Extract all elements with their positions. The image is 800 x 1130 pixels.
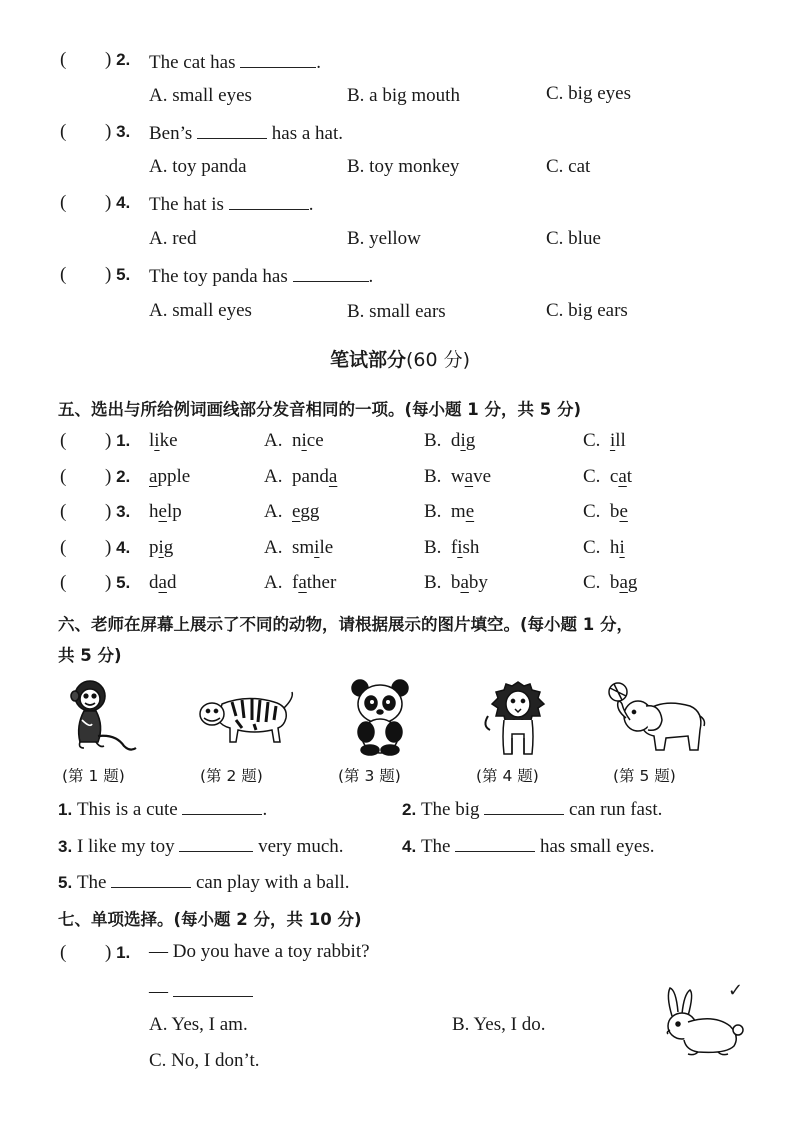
question-number: ) 3. xyxy=(105,501,131,522)
answer-paren-close: ) xyxy=(105,49,112,70)
answer-blank[interactable] xyxy=(484,796,564,815)
example-word: apple xyxy=(149,466,191,487)
lion-picture xyxy=(482,680,554,758)
answer-blank[interactable] xyxy=(111,869,191,888)
option-c[interactable]: C. cat xyxy=(583,466,633,487)
caption-1: (第 1 题) xyxy=(62,767,125,785)
answer-blank[interactable] xyxy=(293,263,369,282)
section6-heading-cont: 共 5 分) xyxy=(58,646,122,665)
question-number: 2. xyxy=(116,50,131,69)
question-text: — Do you have a toy rabbit? xyxy=(149,941,370,962)
example-word: help xyxy=(149,501,182,522)
option-a[interactable]: A. red xyxy=(149,228,197,249)
option-a[interactable]: A. nice xyxy=(264,430,324,451)
question-stem: Ben’s has a hat. xyxy=(149,120,343,145)
answer-blank[interactable] xyxy=(455,833,535,852)
caption-3: (第 3 题) xyxy=(338,767,401,785)
option-b[interactable]: B. toy monkey xyxy=(347,156,460,177)
fill-item-5: 5. The can play with a ball. xyxy=(58,869,350,894)
caption-5: (第 5 题) xyxy=(613,767,676,785)
option-b[interactable]: B. wave xyxy=(424,466,492,487)
elephant-picture xyxy=(604,680,708,756)
question-stem: The cat has . xyxy=(149,49,321,74)
option-c[interactable]: C. cat xyxy=(546,156,591,177)
panda-picture xyxy=(348,678,414,756)
fill-item-3: 3. I like my toy very much. xyxy=(58,833,344,858)
option-c[interactable]: C. hi xyxy=(583,537,625,558)
option-a[interactable]: A. toy panda xyxy=(149,156,247,177)
option-a[interactable]: A. smile xyxy=(264,537,334,558)
answer-paren-open: ( xyxy=(60,121,67,142)
option-c[interactable]: C. No, I don’t. xyxy=(149,1050,260,1071)
monkey-picture xyxy=(68,676,140,756)
answer-paren-open: ( xyxy=(60,501,67,522)
section7-heading: 七、单项选择。(每小题 2 分，共 10 分) xyxy=(58,910,362,929)
answer-paren-open: ( xyxy=(60,942,67,963)
answer-blank[interactable] xyxy=(197,120,267,139)
option-c[interactable]: C. big ears xyxy=(546,300,628,321)
section5-heading: 五、选出与所给例词画线部分发音相同的一项。(每小题 1 分，共 5 分) xyxy=(58,400,582,419)
option-c[interactable]: C. ill xyxy=(583,430,626,451)
option-a[interactable]: A. panda xyxy=(264,466,338,487)
question-number: 1. xyxy=(116,943,131,962)
question-stem: The toy panda has . xyxy=(149,263,373,288)
answer-paren-open: ( xyxy=(60,49,67,70)
option-a[interactable]: A. father xyxy=(264,572,337,593)
answer-paren-close: ) xyxy=(105,264,112,285)
answer-paren-open: ( xyxy=(60,466,67,487)
answer-blank[interactable] xyxy=(240,49,316,68)
question-number: ) 1. xyxy=(105,430,131,451)
option-b[interactable]: B. small ears xyxy=(347,301,446,322)
option-b[interactable]: B. fish xyxy=(424,537,480,558)
answer-paren-open: ( xyxy=(60,537,67,558)
tiger-picture xyxy=(196,688,296,746)
rabbit-picture xyxy=(658,986,744,1058)
option-c[interactable]: C. blue xyxy=(546,228,601,249)
section6-heading: 六、老师在屏幕上展示了不同的动物，请根据展示的图片填空。(每小题 1 分， xyxy=(58,615,634,634)
answer-paren-close: ) xyxy=(105,121,112,142)
question-number: 3. xyxy=(116,122,131,141)
written-part-title: 笔试部分(60 分) xyxy=(329,349,471,371)
answer-blank[interactable] xyxy=(173,978,253,997)
example-word: pig xyxy=(149,537,174,558)
answer-line: — xyxy=(149,978,253,1003)
answer-paren-open: ( xyxy=(60,192,67,213)
option-c[interactable]: C. big eyes xyxy=(546,83,631,104)
question-number: ) 2. xyxy=(105,466,131,487)
question-number: 4. xyxy=(116,193,131,212)
question-stem: The hat is . xyxy=(149,191,313,216)
example-word: like xyxy=(149,430,178,451)
answer-blank[interactable] xyxy=(182,796,262,815)
question-number: ) 4. xyxy=(105,537,131,558)
option-b[interactable]: B. Yes, I do. xyxy=(452,1014,546,1035)
option-c[interactable]: C. bag xyxy=(583,572,638,593)
answer-blank[interactable] xyxy=(229,191,309,210)
option-b[interactable]: B. me xyxy=(424,501,475,522)
fill-item-4: 4. The has small eyes. xyxy=(402,833,655,858)
caption-2: (第 2 题) xyxy=(200,767,263,785)
answer-paren-close: ) xyxy=(105,192,112,213)
option-a[interactable]: A. Yes, I am. xyxy=(149,1014,248,1035)
check-mark-icon: ✓ xyxy=(728,980,744,1001)
answer-paren-open: ( xyxy=(60,264,67,285)
answer-paren-close: ) xyxy=(105,942,112,963)
option-b[interactable]: B. a big mouth xyxy=(347,85,460,106)
fill-item-2: 2. The big can run fast. xyxy=(402,796,662,821)
option-a[interactable]: A. small eyes xyxy=(149,300,252,321)
question-number: 5. xyxy=(116,265,131,284)
option-c[interactable]: C. be xyxy=(583,501,628,522)
option-a[interactable]: A. small eyes xyxy=(149,85,252,106)
answer-paren-open: ( xyxy=(60,430,67,451)
fill-item-1: 1. This is a cute . xyxy=(58,796,267,821)
option-b[interactable]: B. yellow xyxy=(347,228,421,249)
question-number: ) 5. xyxy=(105,572,131,593)
example-word: dad xyxy=(149,572,177,593)
caption-4: (第 4 题) xyxy=(476,767,539,785)
option-b[interactable]: B. baby xyxy=(424,572,488,593)
option-b[interactable]: B. dig xyxy=(424,430,476,451)
option-a[interactable]: A. egg xyxy=(264,501,320,522)
answer-paren-open: ( xyxy=(60,572,67,593)
answer-blank[interactable] xyxy=(179,833,253,852)
